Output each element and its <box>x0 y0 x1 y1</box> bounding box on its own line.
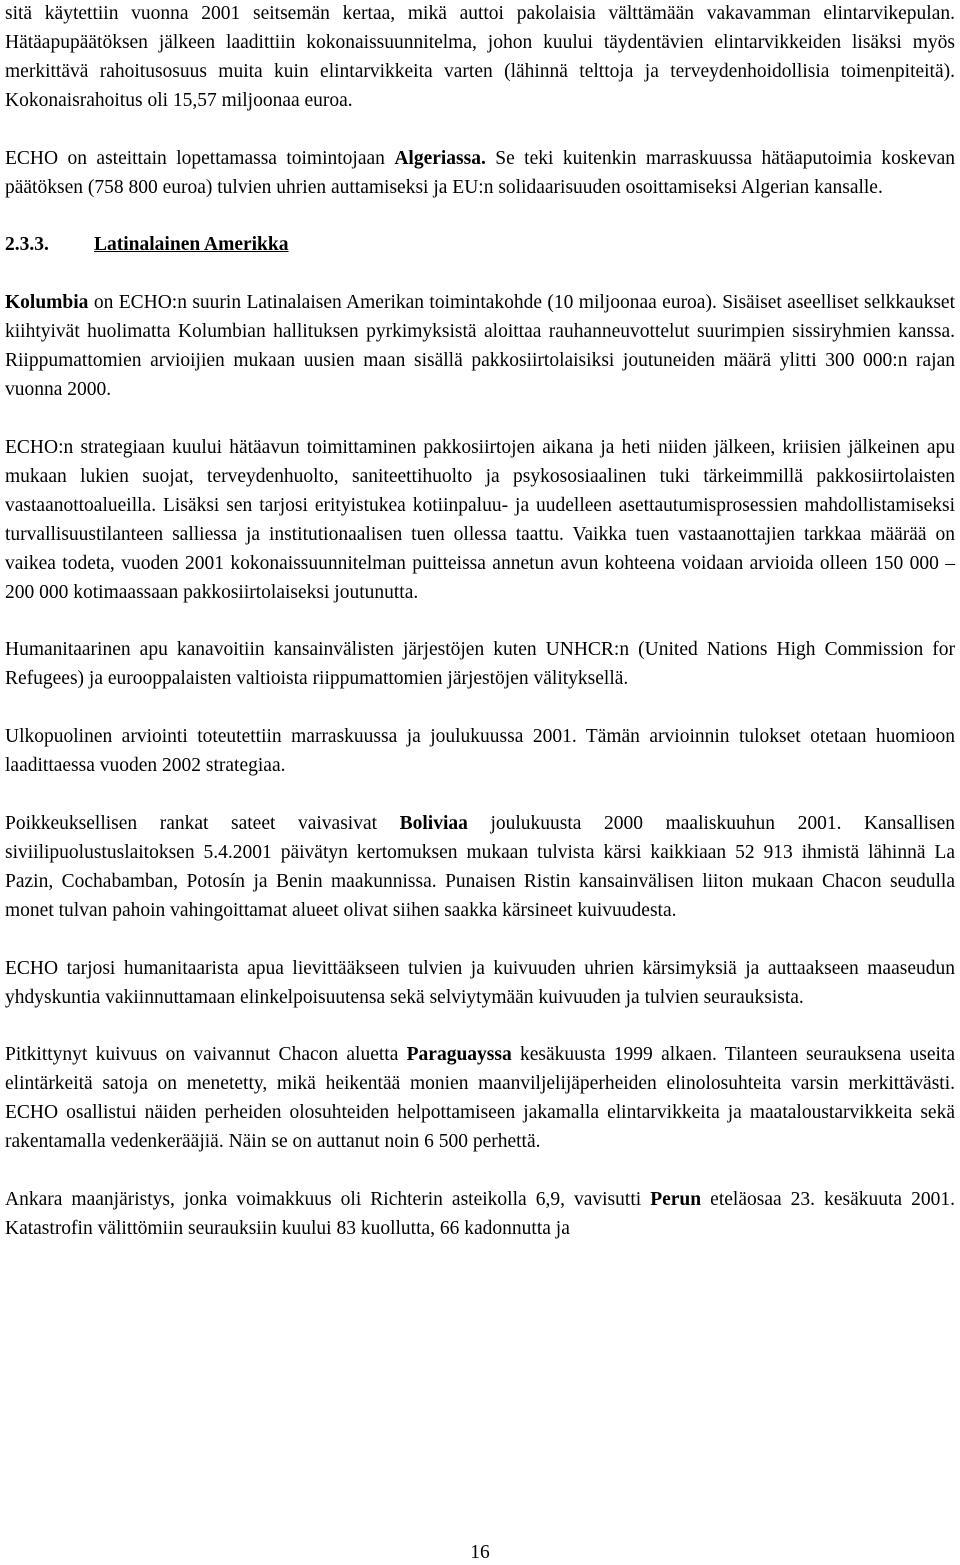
paragraph-food-aid: sitä käytettiin vuonna 2001 seitsemän kertaa, mikä auttoi pakolaisia välttämään vakavamman elintarvikepulan. Hätäapupäätöksen jälkeen laadittiin kokonaissuunnitelma, johon kuului täydentävien elintarvikkeiden lisäksi myös merkittävä rahoitusosuus muita kuin elintarvikkeita varten (lähinnä telttoja ja terveydenhoidollisia toimenpiteitä). Kokonaisrahoitus oli 15,57 miljoonaa euroa. <box>5 3 955 111</box>
text-segment: Se teki kuitenkin marraskuussa hätäaputoimia koskevan päätöksen (758 800 euroa) tulvien uhrien auttamiseksi ja EU:n solidaarisuuden osoittamiseksi Algerian kansalle. <box>5 147 955 198</box>
paragraph-external-evaluation: Ulkopuolinen arviointi toteutettiin marraskuussa ja joulukuussa 2001. Tämän arvioinnin tulokset otetaan huomioon laadittaessa vuoden 2002 strategiaa. <box>5 726 955 777</box>
text-segment: eteläosaa 23. kesäkuuta 2001. Katastrofin välittömiin seurauksiin kuului 83 kuollutta, 66 kadonnutta ja <box>5 1189 955 1239</box>
paragraph-colombia <box>5 289 955 405</box>
text-segment: Pitkittynyt kuivuus on vaivannut Chacon aluetta <box>5 1044 407 1066</box>
section-heading <box>5 231 955 260</box>
paragraph-echo-strategy: ECHO:n strategiaan kuului hätäavun toimittaminen pakkosiirtojen aikana ja heti niiden jälkeen, kriisien jälkeinen apu mukaan lukien suojat, terveydenhuolto, saniteettihuolto ja psykososiaalinen tuki tärkeimmillä pakkosiirtolaisten vastaanottoalueilla. Lisäksi sen tarjosi erityistukea kotiinpaluu- ja uudelleen asettautumisprosessien mahdollistamiseksi turvallisuustilanteen salliessa ja institutionaalisen tuen ollessa taattu. Vaikka tuen vastaanottajien tarkkaa määrää on vaikea todeta, vuoden 2001 kokonaissuunnitelman puitteissa annetun avun kohteena voidaan arvioida olleen 150 000 – 200 000 kotimaassaan pakkosiirtolaiseksi joutunutta. <box>5 436 955 603</box>
country-algeria: Algeriassa. <box>394 147 486 169</box>
section-number: 2.3.3. <box>5 234 49 256</box>
country-paraguay: Paraguayssa <box>406 1044 512 1066</box>
paragraph-humanitarian-channels: Humanitaarinen apu kanavoitiin kansainvälisten järjestöjen kuten UNHCR:n (United Nations High Commission for Refugees) ja eurooppalaisten valtioista riippumattomien järjestöjen välityksellä. <box>5 639 955 690</box>
text-segment: on ECHO:n suurin Latinalaisen Amerikan toimintakohde (10 miljoonaa euroa). Sisäiset aseelliset selkkaukset kiihtyivät huolimatta Kolumbian hallituksen pyrkimyksistä aloittaa rauhanneuvottelut suurimpien sissiryhmien kanssa. Riippumattomien arvioijien mukaan uusien maan sisällä pakkosiirtolaisiksi joutuneiden määrä ylitti 300 000:n rajan vuonna 2000. <box>5 292 955 401</box>
document-page <box>5 0 955 1244</box>
country-colombia: Kolumbia <box>5 292 89 314</box>
paragraph-echo-relief: ECHO tarjosi humanitaarista apua lievittääkseen tulvien ja kuivuuden uhrien kärsimyksiä ja auttaakseen maaseudun yhdyskuntia vakiinnuttamaan elinkelpoisuutensa sekä selviytymään kuivuuden ja tulvien seurauksista. <box>5 957 955 1008</box>
country-peru: Perun <box>650 1189 702 1211</box>
paragraph-paraguay <box>5 1041 955 1157</box>
text-segment: Poikkeuksellisen rankat sateet vaivasivat <box>5 813 400 835</box>
text-segment: joulukuusta 2000 maaliskuuhun 2001. Kansallisen siviilipuolustuslaitoksen 5.4.2001 päivätyn kertomuksen mukaan tulvista kärsi kaikkiaan 52 913 ihmistä lähinnä La Pazin, Cochabamban, Potosín ja Benin maakunnissa. Punaisen Ristin kansainvälisen liiton mukaan Chacon seudulla monet tulvan pahoin vahingoittamat alueet olivat siihen saakka kärsineet kuivuudesta. <box>5 813 955 921</box>
paragraph-peru <box>5 1186 955 1244</box>
section-title: Latinalainen Amerikka <box>94 234 289 256</box>
text-segment: ECHO on asteittain lopettamassa toimintojaan <box>5 147 395 169</box>
page-number: 16 <box>470 1542 490 1563</box>
paragraph-bolivia <box>5 810 955 926</box>
country-bolivia: Boliviaa <box>399 813 468 835</box>
text-segment: Ankara maanjäristys, jonka voimakkuus oli Richterin asteikolla 6,9, vavisutti <box>5 1189 651 1211</box>
paragraph-algeria <box>5 145 955 203</box>
text-segment: kesäkuusta 1999 alkaen. Tilanteen seurauksena useita elintärkeitä satoja on menetetty, mikä heikentää monien maanviljelijäperheiden elinolosuhteita varsin merkittävästi. ECHO osallistui näiden perheiden olosuhteiden helpottamiseen jakamalla elintarvikkeita ja maataloustarvikkeita sekä rakentamalla vedenkerääjiä. Näin se on auttanut noin 6 500 perhettä. <box>5 1044 955 1153</box>
